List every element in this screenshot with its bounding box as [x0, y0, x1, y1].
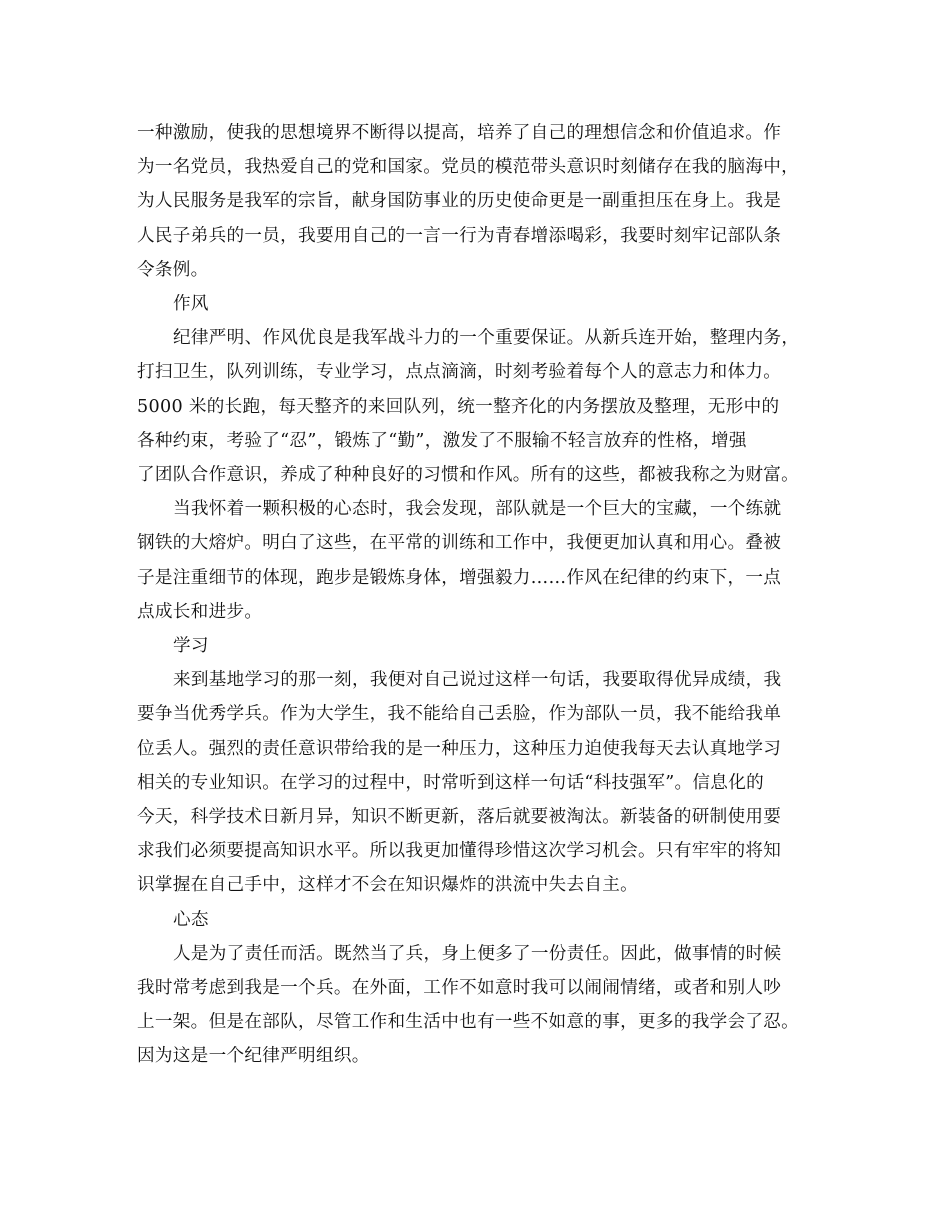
text-line: 钢铁的大熔炉。明白了这些，在平常的训练和工作中，我便更加认真和用心。叠被 [137, 533, 782, 554]
text-line: 当我怀着一颗积极的心态时，我会发现，部队就是一个巨大的宝藏，一个练就 [173, 499, 782, 520]
paragraph-continuation [137, 116, 827, 287]
text-line: 一种激励，使我的思想境界不断得以提高，培养了自己的理想信念和价值追求。作 [137, 123, 782, 143]
text-line: 纪律严明、作风优良是我军战斗力的一个重要保证。从新兵连开始，整理内务， [173, 328, 800, 349]
document-page [137, 116, 827, 1074]
text-line: 人民子弟兵的一员，我要用自己的一言一行为青春增添喝彩，我要时刻牢记部队条 [137, 225, 782, 246]
text-line: 为一名党员，我热爱自己的党和国家。党员的模范带头意识时刻储存在我的脑海中， [137, 157, 800, 178]
text-line: 要争当优秀学兵。作为大学生，我不能给自己丢脸，作为部队一员，我不能给我单 [137, 704, 782, 725]
text-line: 来到基地学习的那一刻，我便对自己说过这样一句话，我要取得优异成绩，我 [173, 670, 782, 691]
text-line: 子是注重细节的体现，跑步是锻炼身体，增强毅力……作风在纪律的约束下，一点 [137, 567, 782, 588]
text-line: 令条例。 [137, 259, 209, 280]
text-line: 相关的专业知识。在学习的过程中，时常听到这样一句话“科技强军”。信息化的 [137, 772, 764, 793]
paragraph [137, 492, 827, 629]
section-heading-xintai: 心态 [173, 909, 209, 930]
text-line: 我时常考虑到我是一个兵。在外面，工作不如意时我可以闹闹情绪，或者和别人吵 [137, 978, 782, 999]
text-line: 5000 米的长跑，每天整齐的来回队列，统一整齐化的内务摆放及整理，无形中的 [137, 396, 780, 417]
text-line: 上一架。但是在部队，尽管工作和生活中也有一些不如意的事，更多的我学会了忍。 [137, 1012, 800, 1033]
paragraph [137, 937, 827, 1074]
text-line: 识掌握在自己手中，这样才不会在知识爆炸的洪流中失去自主。 [137, 875, 639, 896]
text-line: 为人民服务是我军的宗旨，献身国防事业的历史使命更是一副重担压在身上。我是 [137, 191, 782, 212]
text-line: 因为这是一个纪律严明组织。 [137, 1046, 370, 1067]
text-line: 人是为了责任而活。既然当了兵，身上便多了一份责任。因此，做事情的时候 [173, 943, 782, 964]
text-line: 位丢人。强烈的责任意识带给我的是一种压力，这种压力迫使我每天去认真地学习 [137, 738, 782, 759]
section-heading-zuofeng: 作风 [173, 294, 209, 315]
text-line: 了团队合作意识，养成了种种良好的习惯和作风。所有的这些，都被我称之为财富。 [137, 465, 800, 486]
paragraph [137, 663, 827, 902]
text-line: 求我们必须要提高知识水平。所以我更加懂得珍惜这次学习机会。只有牢牢的将知 [137, 841, 782, 862]
text-line: 打扫卫生，队列训练，专业学习，点点滴滴，时刻考验着每个人的意志力和体力。 [137, 362, 782, 383]
text-line: 点成长和进步。 [137, 601, 263, 622]
section-heading-xuexi: 学习 [173, 636, 209, 657]
text-line: 今天，科学技术日新月异，知识不断更新，落后就要被淘汰。新装备的研制使用要 [137, 807, 782, 828]
paragraph [137, 321, 827, 492]
text-line: 各种约束，考验了“忍”，锻炼了“勤”，激发了不服输不轻言放弃的性格，增强 [137, 430, 747, 451]
